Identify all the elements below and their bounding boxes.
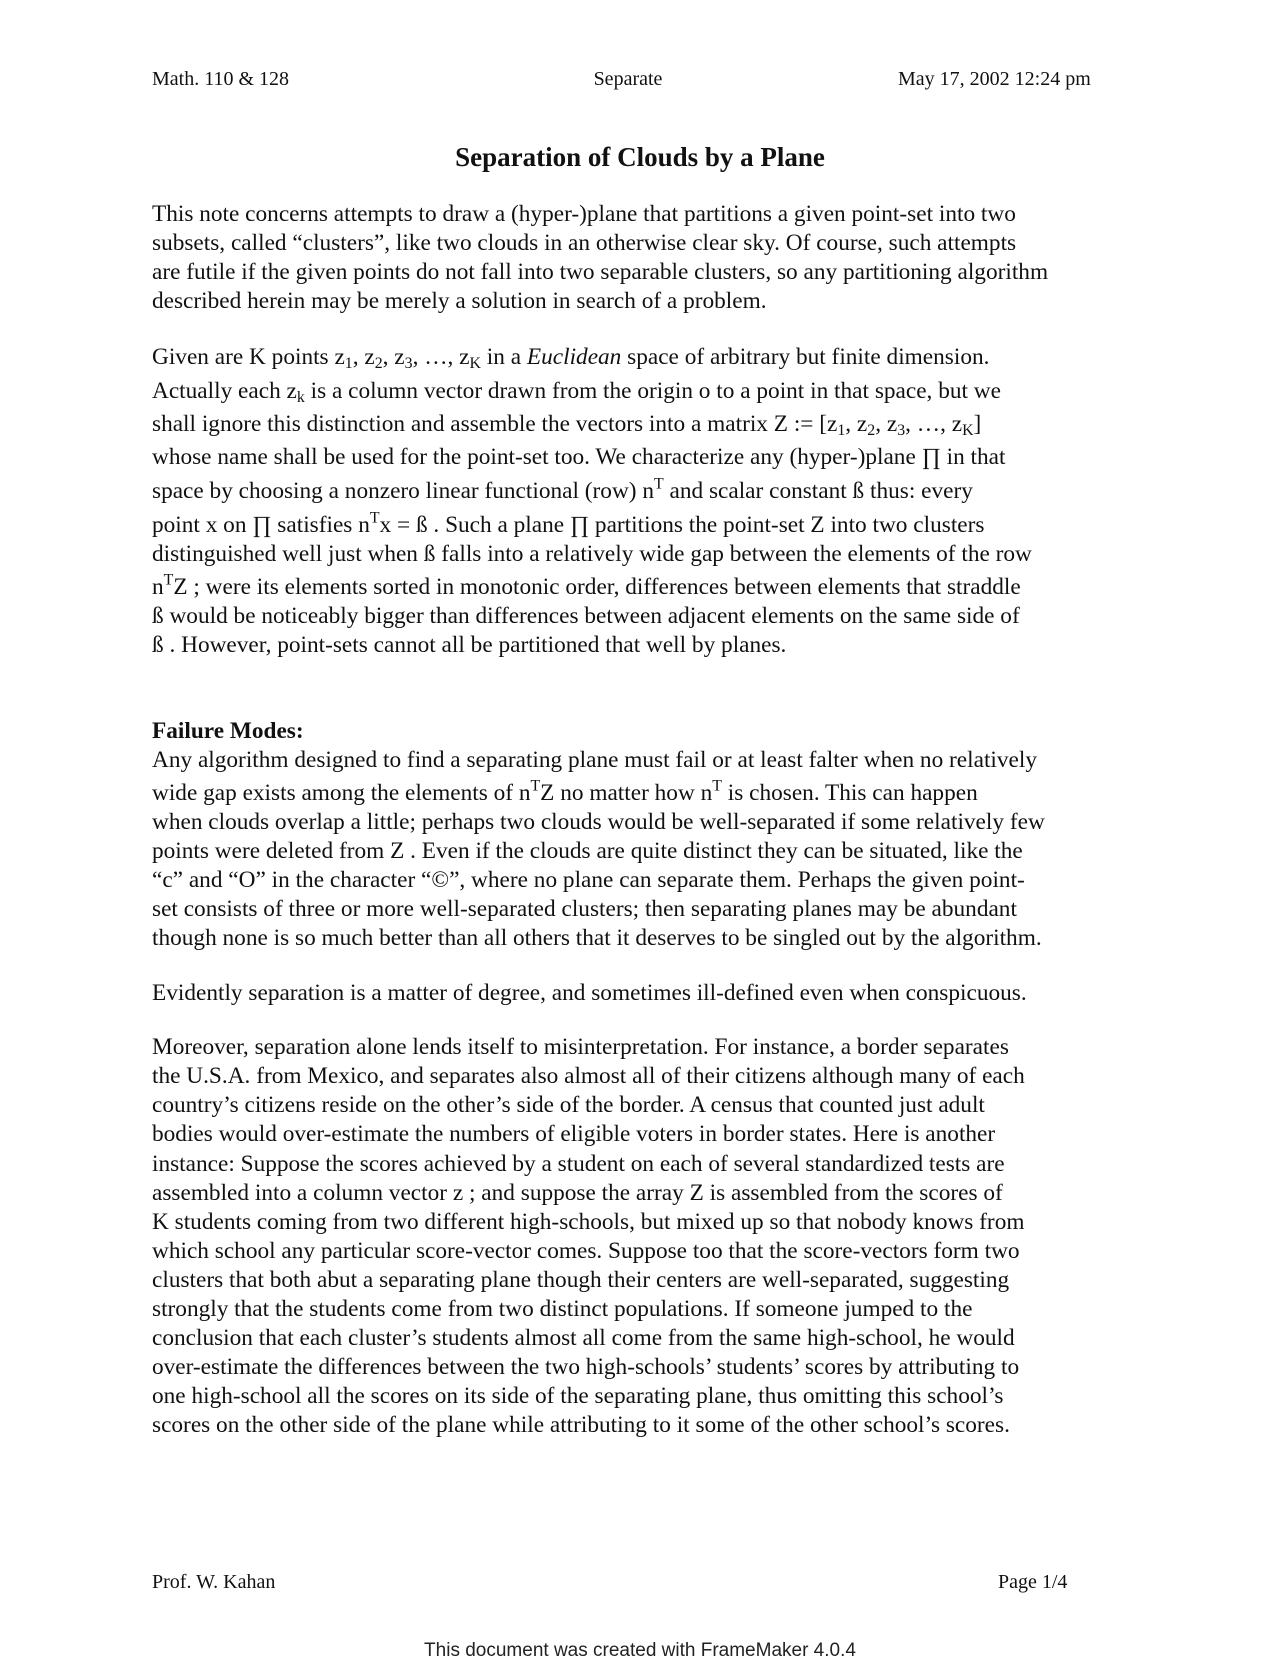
text-line: are futile if the given points do not fall into two separable clusters, so any partitioning algorithm xyxy=(152,259,1049,285)
text-line: assembled into a column vector z ; and suppose the array Z is assembled from the scores of xyxy=(152,1180,1003,1206)
text-line: set consists of three or more well-separated clusters; then separating planes may be abundant xyxy=(152,896,1017,922)
document-title: Separation of Clouds by a Plane xyxy=(455,142,825,172)
section-heading: Failure Modes: xyxy=(152,718,304,744)
text-line: $n^TZ$ ; were its elements sorted in monotonic order, differences between elements that straddle xyxy=(152,571,1021,600)
text-line: conclusion that each cluster’s students almost all come from the same high-school, he would xyxy=(152,1325,1015,1351)
text-line: described herein may be merely a solution in search of a problem. xyxy=(152,288,767,314)
text-line: Evidently separation is a matter of degree, and sometimes ill-defined even when conspicuous. xyxy=(152,980,1027,1006)
text-line: Any algorithm designed to find a separating plane must fail or at least falter when no relatively xyxy=(152,747,1038,773)
text-line: bodies would over-estimate the numbers of eligible voters in border states. Here is another xyxy=(152,1121,996,1147)
text-line: strongly that the students come from two distinct populations. If someone jumped to the xyxy=(152,1296,973,1322)
text-line: the U.S.A. from Mexico, and separates also almost all of their citizens although many of each xyxy=(152,1063,1025,1089)
text-line: shall ignore this distinction and assemble the vectors into a matrix Z := [$z_1$, $z_2$, $z_3$, …, $z_K$] xyxy=(152,411,982,439)
text-line: wide gap exists among the elements of $n^TZ$ no matter how $n^T$ is chosen. This can happen xyxy=(152,777,978,806)
text-line: instance: Suppose the scores achieved by a student on each of several standardized tests are xyxy=(152,1151,1005,1177)
text-line: Actually each $z_k$ is a column vector drawn from the origin o to a point in that space, but we xyxy=(152,378,1001,406)
text-line: point x on ∏ satisfies $n^Tx$ = ß . Such a plane ∏ partitions the point-set Z into two clusters xyxy=(152,509,985,538)
text-line: “c” and “O” in the character “©”, where no plane can separate them. Perhaps the given point- xyxy=(152,867,1025,893)
running-header-date: May 17, 2002 12:24 pm xyxy=(898,68,1091,90)
framemaker-note: This document was created with FrameMaker 4.0.4 xyxy=(424,1640,856,1661)
text-line: Moreover, separation alone lends itself to misinterpretation. For instance, a border separates xyxy=(152,1034,1009,1060)
running-header-course: Math. 110 & 128 xyxy=(152,68,290,90)
text-line: ß . However, point-sets cannot all be partitioned that well by planes. xyxy=(152,632,787,658)
text-line: subsets, called “clusters”, like two clouds in an otherwise clear sky. Of course, such attempts xyxy=(152,230,1017,256)
text-line: Given are K points $z_1$, $z_2$, $z_3$, …, $z_K$ in a Euclidean space of arbitrary but finite dimension. xyxy=(152,344,990,372)
footer-author: Prof. W. Kahan xyxy=(152,1571,276,1593)
text-line: which school any particular score-vector comes. Suppose too that the score-vectors form two xyxy=(152,1238,1020,1264)
text-line: country’s citizens reside on the other’s side of the border. A census that counted just adult xyxy=(152,1092,985,1118)
text-line: clusters that both abut a separating plane though their centers are well-separated, suggesting xyxy=(152,1267,1010,1293)
text-line: distinguished well just when ß falls into a relatively wide gap between the elements of the row xyxy=(152,541,1032,567)
text-line: points were deleted from Z . Even if the clouds are quite distinct they can be situated, like the xyxy=(152,838,1023,864)
text-line: over-estimate the differences between the two high-schools’ students’ scores by attributing to xyxy=(152,1354,1020,1380)
text-line: scores on the other side of the plane while attributing to it some of the other school’s scores. xyxy=(152,1412,1010,1438)
running-header-topic: Separate xyxy=(593,68,663,90)
text-line: whose name shall be used for the point-set too. We characterize any (hyper-)plane ∏ in that xyxy=(152,444,1006,470)
text-line: ß would be noticeably bigger than differences between adjacent elements on the same side of xyxy=(152,603,1020,629)
text-line: one high-school all the scores on its side of the separating plane, thus omitting this school’s xyxy=(152,1383,1004,1409)
text-line: though none is so much better than all others that it deserves to be singled out by the algorithm. xyxy=(152,925,1042,951)
text-line: space by choosing a nonzero linear functional (row) $n^T$ and scalar constant ß thus: every xyxy=(152,475,973,504)
text-line: K students coming from two different high-schools, but mixed up so that nobody knows from xyxy=(152,1209,1025,1235)
text-line: This note concerns attempts to draw a (hyper-)plane that partitions a given point-set into two xyxy=(152,201,1016,227)
text-line: when clouds overlap a little; perhaps two clouds would be well-separated if some relatively few xyxy=(152,809,1045,835)
page-number: Page 1/4 xyxy=(998,1571,1068,1593)
